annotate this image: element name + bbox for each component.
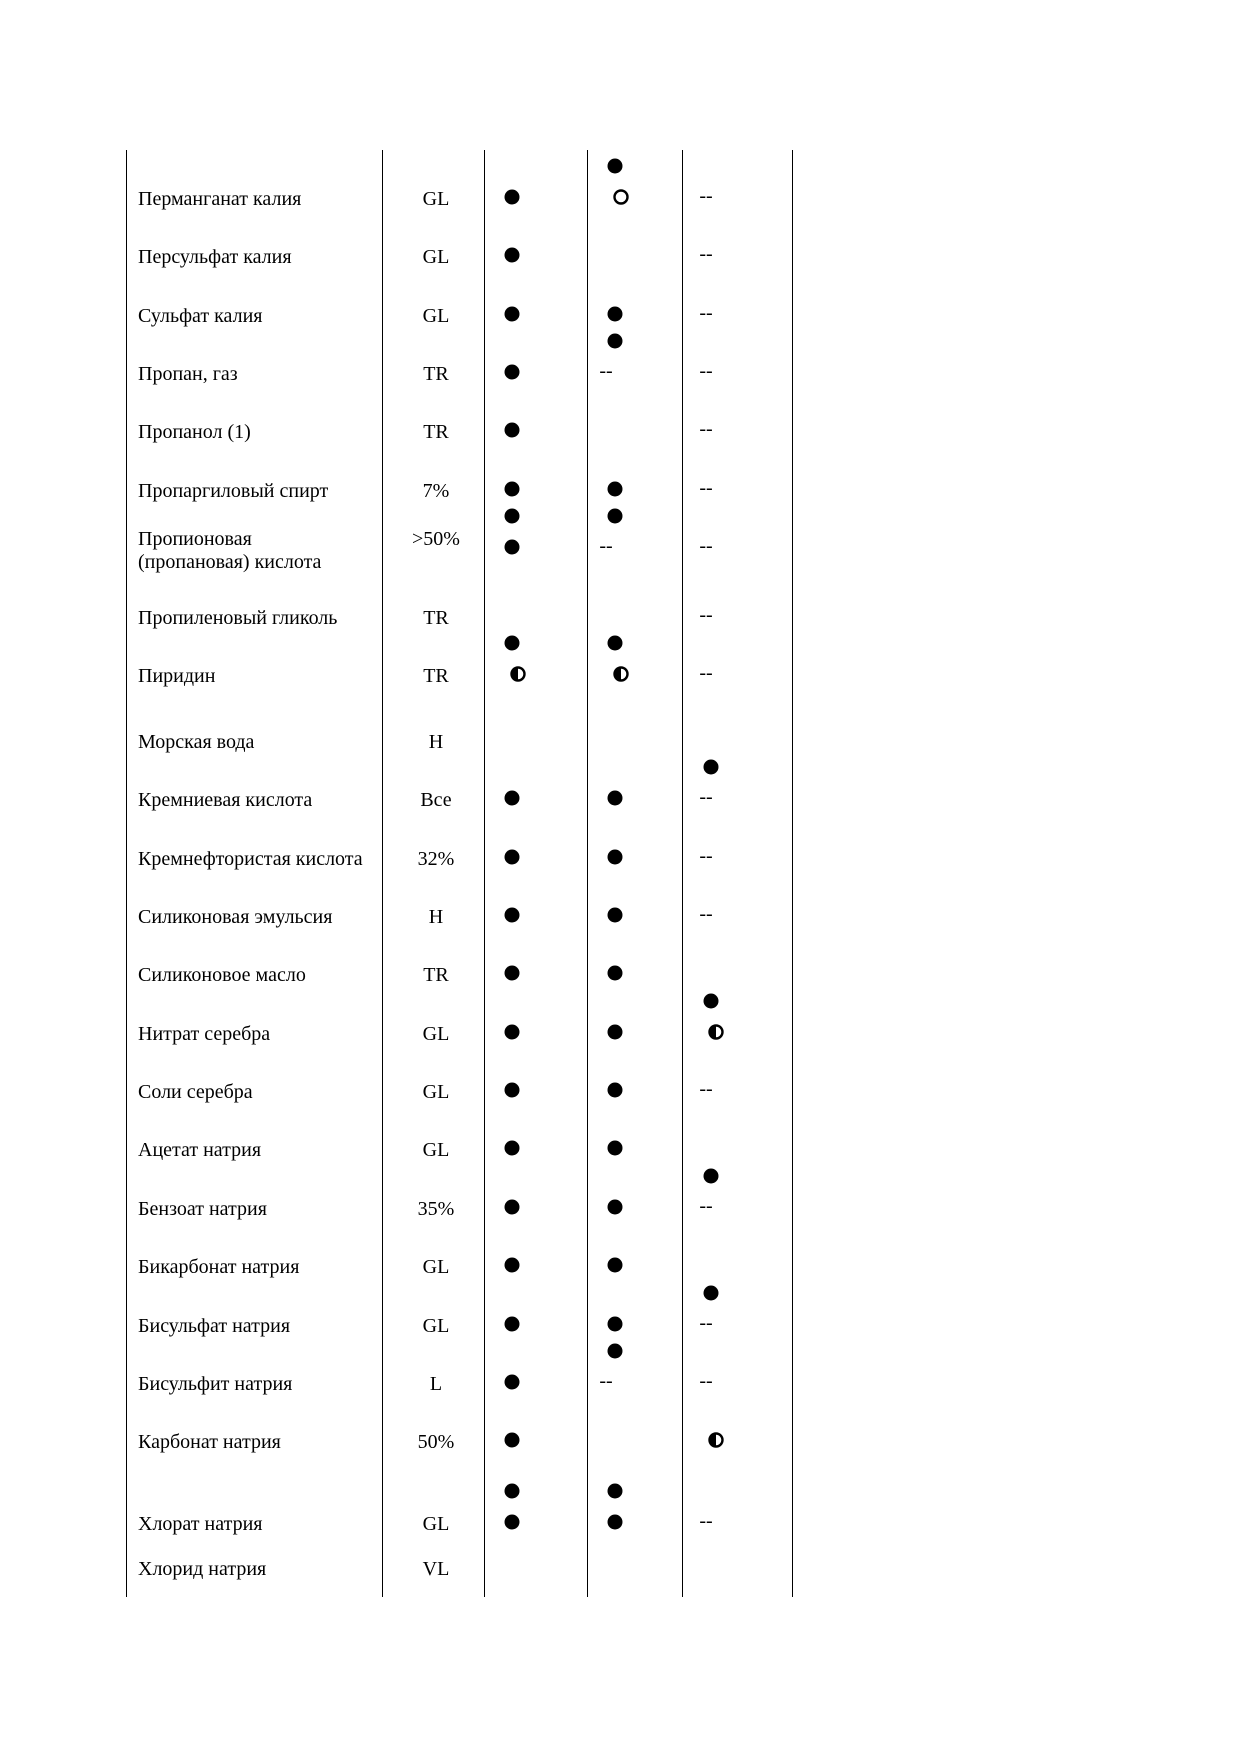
filled-circle-icon	[606, 1023, 624, 1041]
filled-circle-icon	[503, 634, 521, 652]
concentration: VL	[422, 1558, 450, 1580]
filled-circle-icon	[606, 480, 624, 498]
column-divider-4	[682, 150, 683, 1597]
no-data-dash: --	[699, 1078, 713, 1100]
chemical-name: Пропан, газ	[138, 363, 238, 385]
concentration: GL	[422, 1023, 450, 1045]
chemical-name: (пропановая) кислота	[138, 551, 322, 573]
no-data-dash: --	[699, 662, 713, 684]
filled-circle-icon	[606, 1081, 624, 1099]
filled-circle-icon	[606, 332, 624, 350]
no-data-dash: --	[699, 185, 713, 207]
chemical-name: Пропанол (1)	[138, 421, 251, 443]
chemical-name: Бисульфит натрия	[138, 1373, 293, 1395]
filled-circle-icon	[503, 363, 521, 381]
no-data-dash: --	[699, 845, 713, 867]
concentration: GL	[422, 1139, 450, 1161]
concentration: TR	[423, 665, 449, 687]
chemical-name: Пропаргиловый спирт	[138, 480, 329, 502]
filled-circle-icon	[503, 480, 521, 498]
half-circle-icon	[707, 1023, 725, 1041]
concentration: TR	[423, 421, 449, 443]
chemical-name: Бензоат натрия	[138, 1198, 267, 1220]
filled-circle-icon	[503, 848, 521, 866]
no-data-dash: --	[599, 1370, 613, 1392]
filled-circle-icon	[503, 1139, 521, 1157]
column-divider-1	[382, 150, 383, 1597]
filled-circle-icon	[606, 906, 624, 924]
filled-circle-icon	[606, 848, 624, 866]
concentration: TR	[423, 607, 449, 629]
filled-circle-icon	[503, 1431, 521, 1449]
no-data-dash: --	[699, 1195, 713, 1217]
no-data-dash: --	[699, 903, 713, 925]
concentration: >50%	[412, 528, 460, 550]
no-data-dash: --	[699, 1312, 713, 1334]
filled-circle-icon	[503, 246, 521, 264]
chemical-name: Персульфат калия	[138, 246, 292, 268]
no-data-dash: --	[699, 477, 713, 499]
filled-circle-icon	[702, 758, 720, 776]
chemical-name: Силиконовая эмульсия	[138, 906, 333, 928]
chemical-name: Кремнефтористая кислота	[138, 848, 363, 870]
filled-circle-icon	[606, 1198, 624, 1216]
concentration: GL	[422, 305, 450, 327]
filled-circle-icon	[606, 1513, 624, 1531]
no-data-dash: --	[699, 302, 713, 324]
filled-circle-icon	[503, 1023, 521, 1041]
concentration: GL	[422, 188, 450, 210]
filled-circle-icon	[503, 421, 521, 439]
no-data-dash: --	[699, 1510, 713, 1532]
filled-circle-icon	[606, 1139, 624, 1157]
no-data-dash: --	[699, 786, 713, 808]
chemical-name: Хлорид натрия	[138, 1558, 267, 1580]
no-data-dash: --	[699, 604, 713, 626]
concentration: H	[428, 731, 444, 753]
chemical-name: Морская вода	[138, 731, 255, 753]
chemical-name: Перманганат калия	[138, 188, 302, 210]
concentration: GL	[422, 1081, 450, 1103]
filled-circle-icon	[606, 1256, 624, 1274]
concentration: 7%	[422, 480, 450, 502]
concentration: TR	[423, 363, 449, 385]
chemical-name: Ацетат натрия	[138, 1139, 262, 1161]
chemical-name: Карбонат натрия	[138, 1431, 281, 1453]
concentration: H	[428, 906, 444, 928]
no-data-dash: --	[699, 1370, 713, 1392]
filled-circle-icon	[606, 1482, 624, 1500]
filled-circle-icon	[503, 1373, 521, 1391]
concentration: L	[429, 1373, 443, 1395]
half-circle-icon	[509, 665, 527, 683]
filled-circle-icon	[702, 1167, 720, 1185]
filled-circle-icon	[606, 157, 624, 175]
chemical-name: Хлорат натрия	[138, 1513, 263, 1535]
chemical-name: Бисульфат натрия	[138, 1315, 291, 1337]
no-data-dash: --	[699, 243, 713, 265]
table-border-right	[792, 150, 793, 1597]
filled-circle-icon	[503, 906, 521, 924]
filled-circle-icon	[606, 305, 624, 323]
concentration: GL	[422, 1256, 450, 1278]
filled-circle-icon	[503, 1513, 521, 1531]
filled-circle-icon	[606, 1315, 624, 1333]
filled-circle-icon	[503, 964, 521, 982]
chemical-name: Силиконовое масло	[138, 964, 306, 986]
filled-circle-icon	[503, 1081, 521, 1099]
filled-circle-icon	[503, 789, 521, 807]
chemical-name: Пропионовая	[138, 528, 252, 550]
chemical-name: Нитрат серебра	[138, 1023, 271, 1045]
concentration: 35%	[417, 1198, 455, 1220]
concentration: TR	[423, 964, 449, 986]
concentration: GL	[422, 1513, 450, 1535]
filled-circle-icon	[702, 1284, 720, 1302]
filled-circle-icon	[702, 992, 720, 1010]
filled-circle-icon	[503, 538, 521, 556]
half-circle-icon	[707, 1431, 725, 1449]
open-circle-icon	[612, 188, 630, 206]
chemical-name: Сульфат калия	[138, 305, 263, 327]
filled-circle-icon	[606, 507, 624, 525]
chemical-name: Соли серебра	[138, 1081, 253, 1103]
half-circle-icon	[612, 665, 630, 683]
filled-circle-icon	[606, 634, 624, 652]
filled-circle-icon	[503, 1482, 521, 1500]
no-data-dash: --	[699, 535, 713, 557]
chemical-name: Пропиленовый гликоль	[138, 607, 338, 629]
concentration: 50%	[417, 1431, 455, 1453]
chemical-name: Пиридин	[138, 665, 216, 687]
filled-circle-icon	[503, 1315, 521, 1333]
filled-circle-icon	[503, 188, 521, 206]
filled-circle-icon	[606, 1342, 624, 1360]
concentration: GL	[422, 1315, 450, 1337]
filled-circle-icon	[503, 305, 521, 323]
no-data-dash: --	[599, 535, 613, 557]
no-data-dash: --	[699, 360, 713, 382]
chemical-name: Бикарбонат натрия	[138, 1256, 300, 1278]
filled-circle-icon	[503, 507, 521, 525]
table-border-left	[126, 150, 127, 1597]
concentration: Все	[420, 789, 452, 811]
filled-circle-icon	[606, 789, 624, 807]
filled-circle-icon	[503, 1198, 521, 1216]
filled-circle-icon	[606, 964, 624, 982]
chemical-name: Кремниевая кислота	[138, 789, 313, 811]
concentration: GL	[422, 246, 450, 268]
no-data-dash: --	[699, 418, 713, 440]
concentration: 32%	[417, 848, 455, 870]
filled-circle-icon	[503, 1256, 521, 1274]
no-data-dash: --	[599, 360, 613, 382]
